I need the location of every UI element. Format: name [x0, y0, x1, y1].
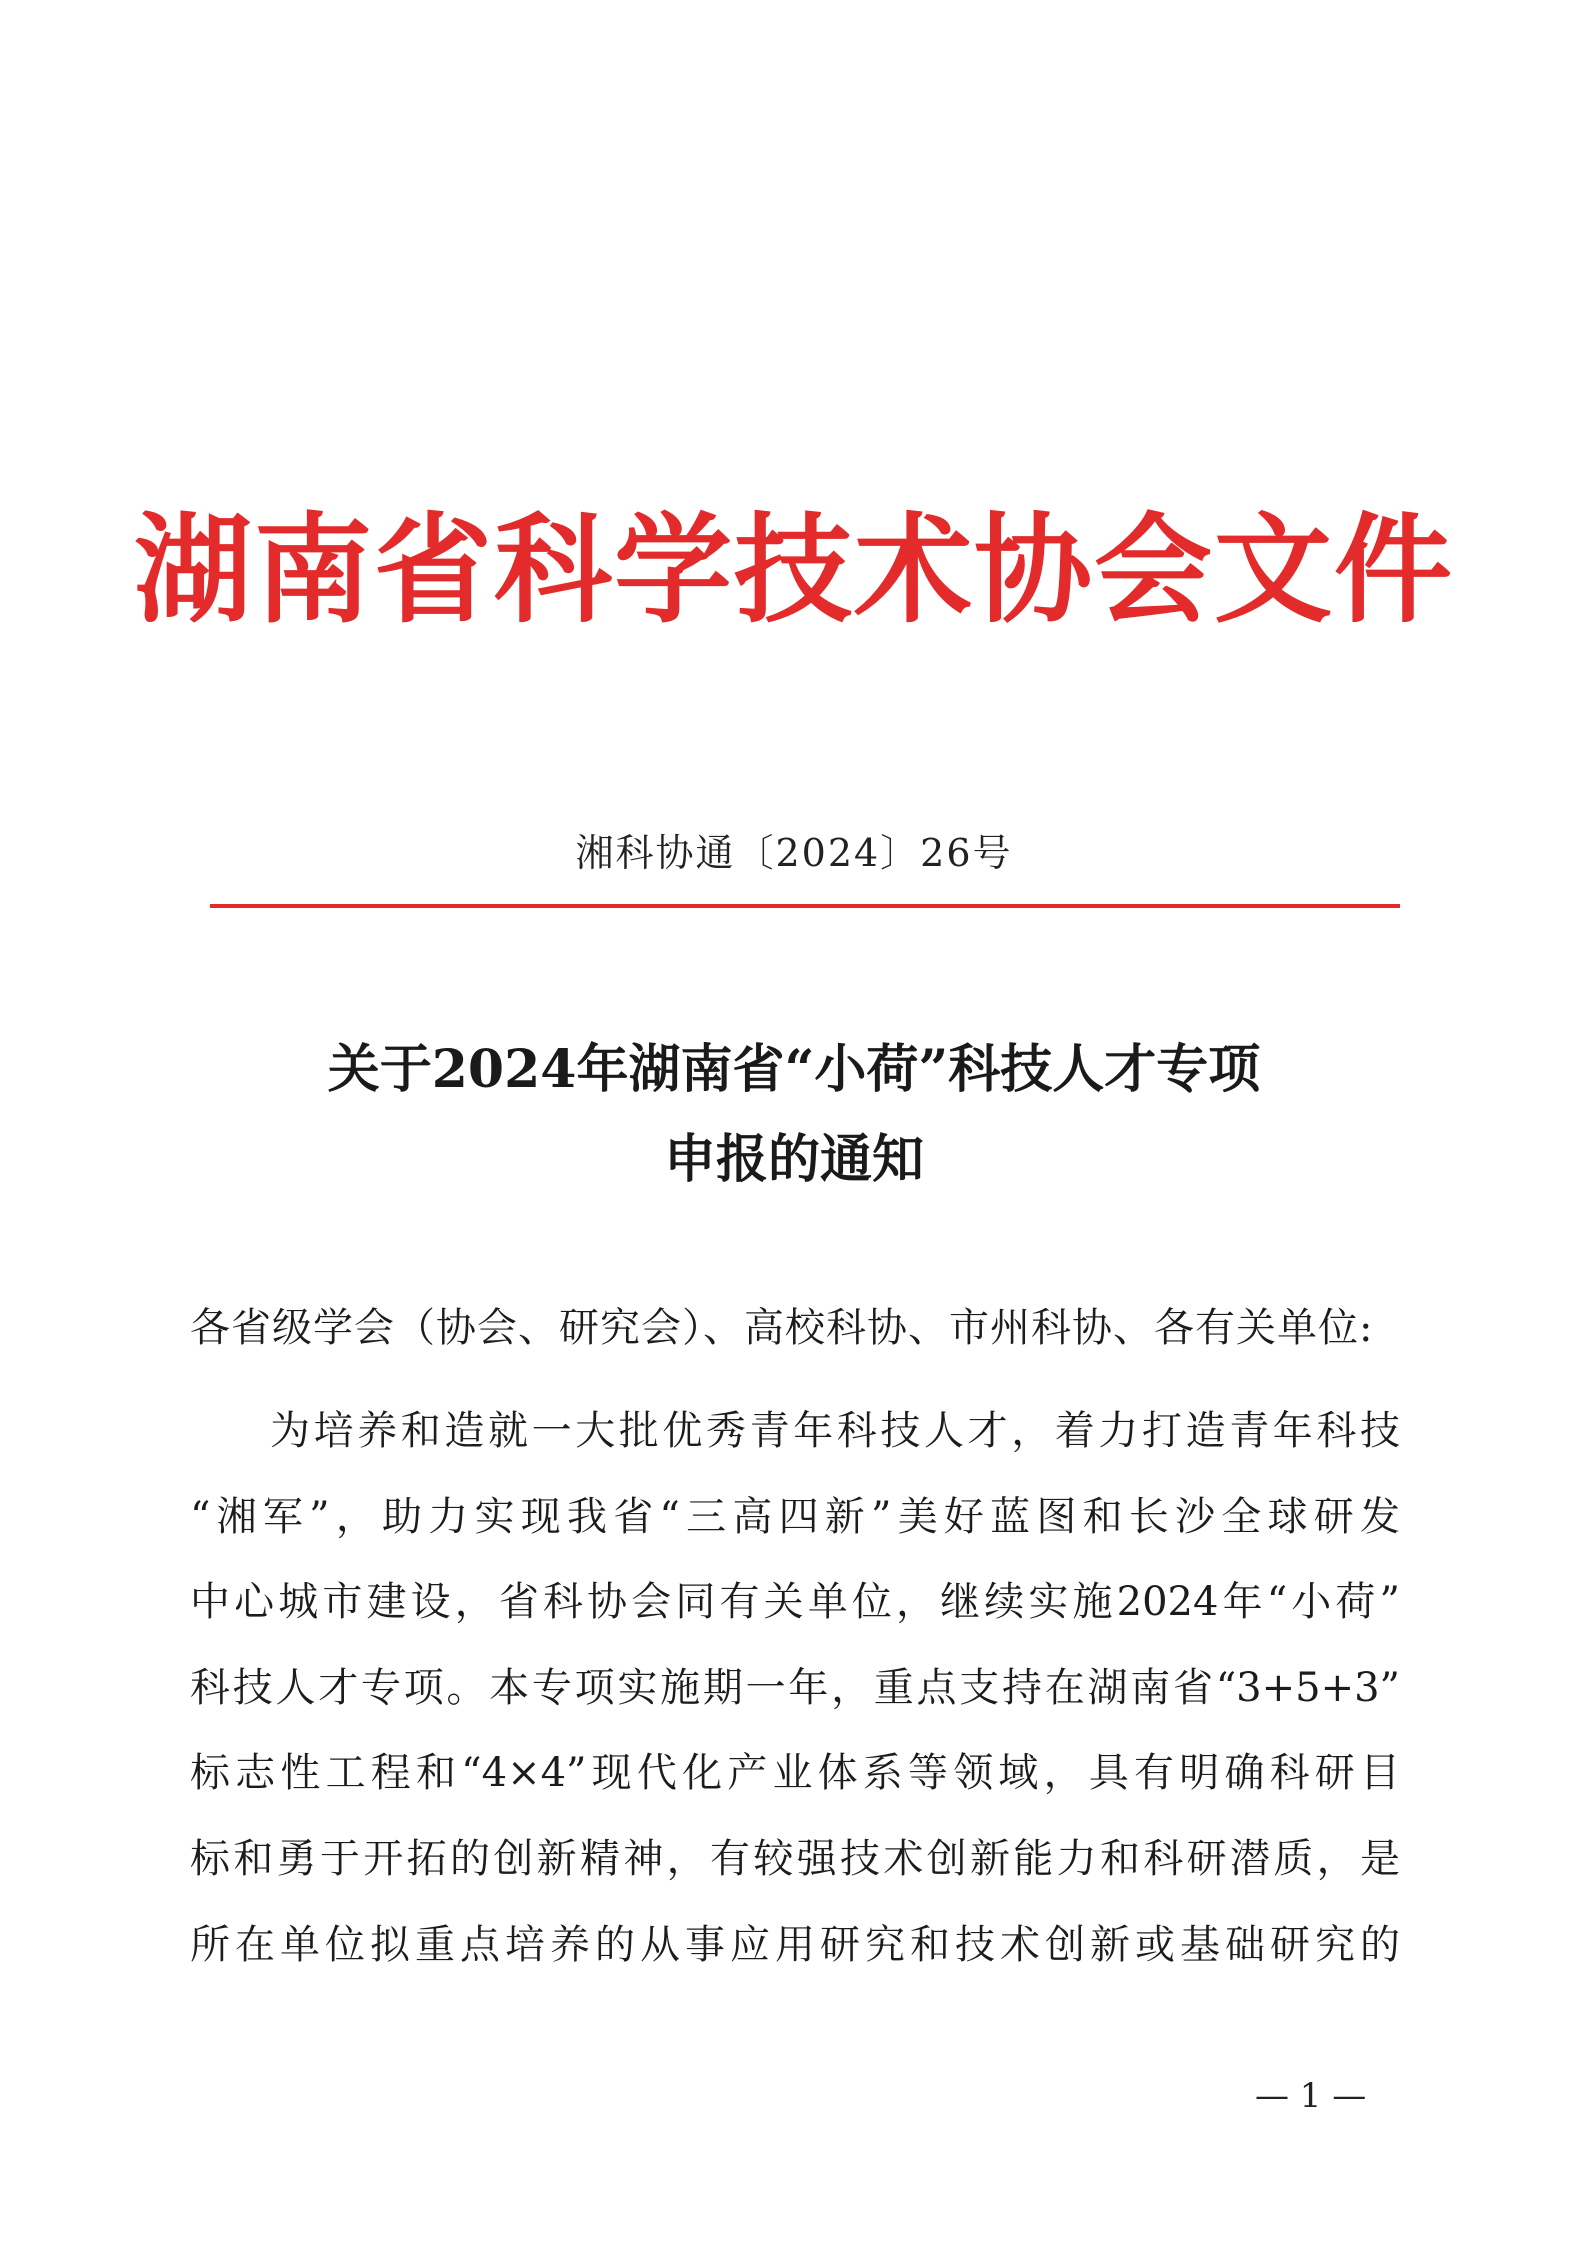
document-number: 湘科协通〔2024〕26号	[575, 831, 1013, 875]
masthead-title: 湖南省科学技术协会文件	[133, 500, 1454, 639]
body-line: 标志性工程和“4×4”现代化产业体系等领域，具有明确科研目	[190, 1750, 1400, 1797]
body-line: 科技人才专项。本专项实施期一年，重点支持在湖南省“3+5+3”	[190, 1664, 1400, 1711]
notice-title	[0, 1025, 1588, 1205]
red-divider-line	[210, 904, 1400, 908]
addressee-line: 各省级学会（协会、研究会）、高校科协、市州科协、各有关单位:	[190, 1305, 1374, 1351]
body-line: 为培养和造就一大批优秀青年科技人才，着力打造青年科技	[270, 1408, 1400, 1454]
body-line: “湘军”，助力实现我省“三高四新”美好蓝图和长沙全球研发	[190, 1493, 1400, 1540]
page-number: — 1 —	[1255, 2076, 1367, 2116]
body-paragraph	[190, 1389, 1400, 1988]
notice-title-line-2: 申报的通知	[663, 1129, 924, 1190]
body-line: 标和勇于开拓的创新精神，有较强技术创新能力和科研潜质，是	[190, 1835, 1400, 1882]
body-line: 中心城市建设，省科协会同有关单位，继续实施2024年“小荷”	[190, 1579, 1400, 1626]
notice-title-line-1: 关于2024年湖南省“小荷”科技人才专项	[327, 1039, 1261, 1100]
body-line: 所在单位拟重点培养的从事应用研究和技术创新或基础研究的	[190, 1921, 1400, 1968]
